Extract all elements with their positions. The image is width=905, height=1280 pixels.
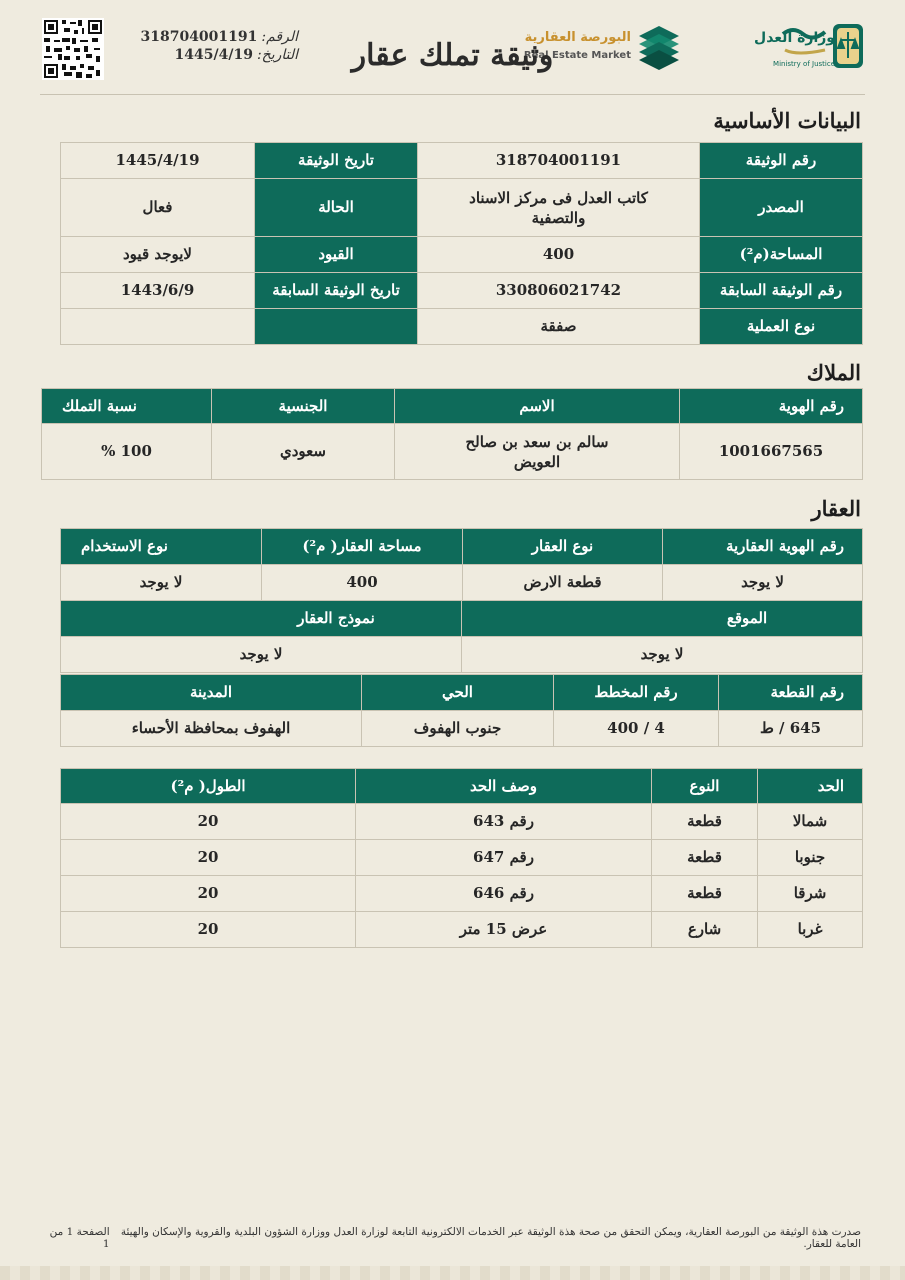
property-header-cell: رقم القطعة: [719, 675, 863, 711]
plan-number-cell: 4 / 400: [554, 711, 719, 747]
property-header-cell: الموقع: [462, 601, 863, 637]
boundaries-table: [60, 768, 863, 948]
table-header-row: [61, 675, 863, 711]
property-value-cell: 400: [262, 565, 463, 601]
basic-value-cell: 330806021742: [418, 273, 700, 309]
document-footer: [44, 1226, 861, 1250]
boundary-header-cell: وصف الحد: [356, 769, 652, 804]
property-header-cell: نوع العقار: [463, 529, 663, 565]
bottom-decorative-band: [0, 1266, 905, 1280]
property-header-cell: رقم الهوية العقارية: [663, 529, 863, 565]
number-label: الرقم:: [261, 29, 298, 45]
owner-nationality-cell: سعودي: [212, 424, 395, 480]
basic-label-cell: القيود: [255, 237, 418, 273]
document-meta: [140, 28, 298, 64]
property-table-2: [60, 600, 863, 673]
boundary-header-cell: النوع: [652, 769, 758, 804]
basic-label-cell: نوع العملية: [700, 309, 863, 345]
basic-label-cell: تاريخ الوثيقة: [255, 143, 418, 179]
basic-value-cell: 1445/4/19: [61, 143, 255, 179]
property-header-cell: الحي: [362, 675, 554, 711]
boundary-length-cell: 20: [61, 840, 356, 876]
property-header-cell: نموذج العقار: [61, 601, 462, 637]
table-row: [61, 309, 863, 345]
boundary-length-cell: 20: [61, 876, 356, 912]
date-label: التاريخ:: [256, 47, 298, 63]
moj-logo-english: Ministry of Justice: [773, 60, 835, 68]
boundary-direction-cell: شرقا: [758, 876, 863, 912]
table-header-row: [61, 601, 863, 637]
basic-value-cell: فعال: [61, 179, 255, 237]
document-number: 318704001191: [140, 29, 258, 45]
boundary-desc-cell: رقم 646: [356, 876, 652, 912]
boundary-direction-cell: غربا: [758, 912, 863, 948]
basic-label-cell: رقم الوثيقة: [700, 143, 863, 179]
table-header-row: [61, 769, 863, 804]
moj-logo-arabic: وزارة العدل: [754, 30, 835, 46]
owners-header-cell: الجنسية: [212, 389, 395, 424]
property-table-3: [60, 674, 863, 747]
basic-label-cell: [255, 309, 418, 345]
document-title: وثيقة تملك عقار: [351, 38, 554, 73]
table-row: [61, 143, 863, 179]
page-number: الصفحة 1 من 1: [49, 1226, 110, 1250]
table-row: [61, 565, 863, 601]
owner-id-cell: 1001667565: [680, 424, 863, 480]
boundary-type-cell: شارع: [652, 912, 758, 948]
table-header-row: [42, 389, 863, 424]
property-value-cell: قطعة الارض: [463, 565, 663, 601]
boundary-length-cell: 20: [61, 912, 356, 948]
property-value-cell: لا يوجد: [663, 565, 863, 601]
property-title: العقار: [811, 496, 861, 521]
boundary-type-cell: قطعة: [652, 804, 758, 840]
table-row: [61, 840, 863, 876]
document-header: [40, 18, 865, 88]
basic-value-cell: 400: [418, 237, 700, 273]
document-date: 1445/4/19: [174, 47, 253, 63]
table-row: [61, 804, 863, 840]
rem-logo-english: Real Estate Market: [523, 50, 631, 61]
basic-label-cell: الحالة: [255, 179, 418, 237]
boundary-direction-cell: شمالا: [758, 804, 863, 840]
boundary-direction-cell: جنوبا: [758, 840, 863, 876]
property-table-1: [60, 528, 863, 601]
qr-code-icon[interactable]: [42, 18, 104, 80]
boundary-type-cell: قطعة: [652, 876, 758, 912]
header-divider: [40, 94, 865, 95]
table-row: [61, 637, 863, 673]
owners-header-cell: الاسم: [395, 389, 680, 424]
property-value-cell: لا يوجد: [61, 565, 262, 601]
boundary-length-cell: 20: [61, 804, 356, 840]
footer-note: صدرت هذة الوثيقة من البورصة العقارية، ويمكن التحقق من صحة هذة الوثيقة عبر الخدمات الالكترونية التابعة لوزارة العدل ووزارة الشؤون البلدية والقروية والإسكان والهيئة العامة للعقار.: [120, 1226, 861, 1250]
table-row: [61, 273, 863, 309]
basic-label-cell: رقم الوثيقة السابقة: [700, 273, 863, 309]
basic-value-cell: لايوجد قيود: [61, 237, 255, 273]
parcel-number-cell: 645 / ط: [719, 711, 863, 747]
table-row: [42, 424, 863, 480]
property-header-cell: مساحة العقار( م²): [262, 529, 463, 565]
owner-name-cell: سالم بن سعد بن صالح العويض: [395, 424, 680, 480]
basic-label-cell: تاريخ الوثيقة السابقة: [255, 273, 418, 309]
basic-data-title: البيانات الأساسية: [713, 108, 861, 133]
table-row: [61, 711, 863, 747]
property-model-cell: لا يوجد: [61, 637, 462, 673]
boundary-desc-cell: عرض 15 متر: [356, 912, 652, 948]
boundary-header-cell: الحد: [758, 769, 863, 804]
boundary-desc-cell: رقم 643: [356, 804, 652, 840]
basic-value-cell: 318704001191: [418, 143, 700, 179]
basic-value-cell: صفقة: [418, 309, 700, 345]
city-cell: الهفوف بمحافظة الأحساء: [61, 711, 362, 747]
boundary-desc-cell: رقم 647: [356, 840, 652, 876]
table-row: [61, 912, 863, 948]
basic-value-cell: 1443/6/9: [61, 273, 255, 309]
owners-header-cell: نسبة التملك: [42, 389, 212, 424]
property-header-cell: رقم المخطط: [554, 675, 719, 711]
owner-share-cell: 100 %: [42, 424, 212, 480]
boundary-header-cell: الطول( م²): [61, 769, 356, 804]
property-header-cell: نوع الاستخدام: [61, 529, 262, 565]
basic-label-cell: المصدر: [700, 179, 863, 237]
table-header-row: [61, 529, 863, 565]
owners-title: الملاك: [806, 360, 861, 385]
table-row: [61, 237, 863, 273]
table-row: [61, 179, 863, 237]
basic-label-cell: المساحة(م²): [700, 237, 863, 273]
basic-value-cell: كاتب العدل فى مركز الاسناد والتصفية: [418, 179, 700, 237]
owners-table: [41, 388, 863, 480]
property-header-cell: المدينة: [61, 675, 362, 711]
table-row: [61, 876, 863, 912]
boundary-type-cell: قطعة: [652, 840, 758, 876]
owners-header-cell: رقم الهوية: [680, 389, 863, 424]
district-cell: جنوب الهفوف: [362, 711, 554, 747]
basic-value-cell: [61, 309, 255, 345]
rem-logo-arabic: البورصة العقارية: [524, 30, 631, 45]
property-location-cell: لا يوجد: [462, 637, 863, 673]
basic-data-table: [60, 142, 863, 345]
